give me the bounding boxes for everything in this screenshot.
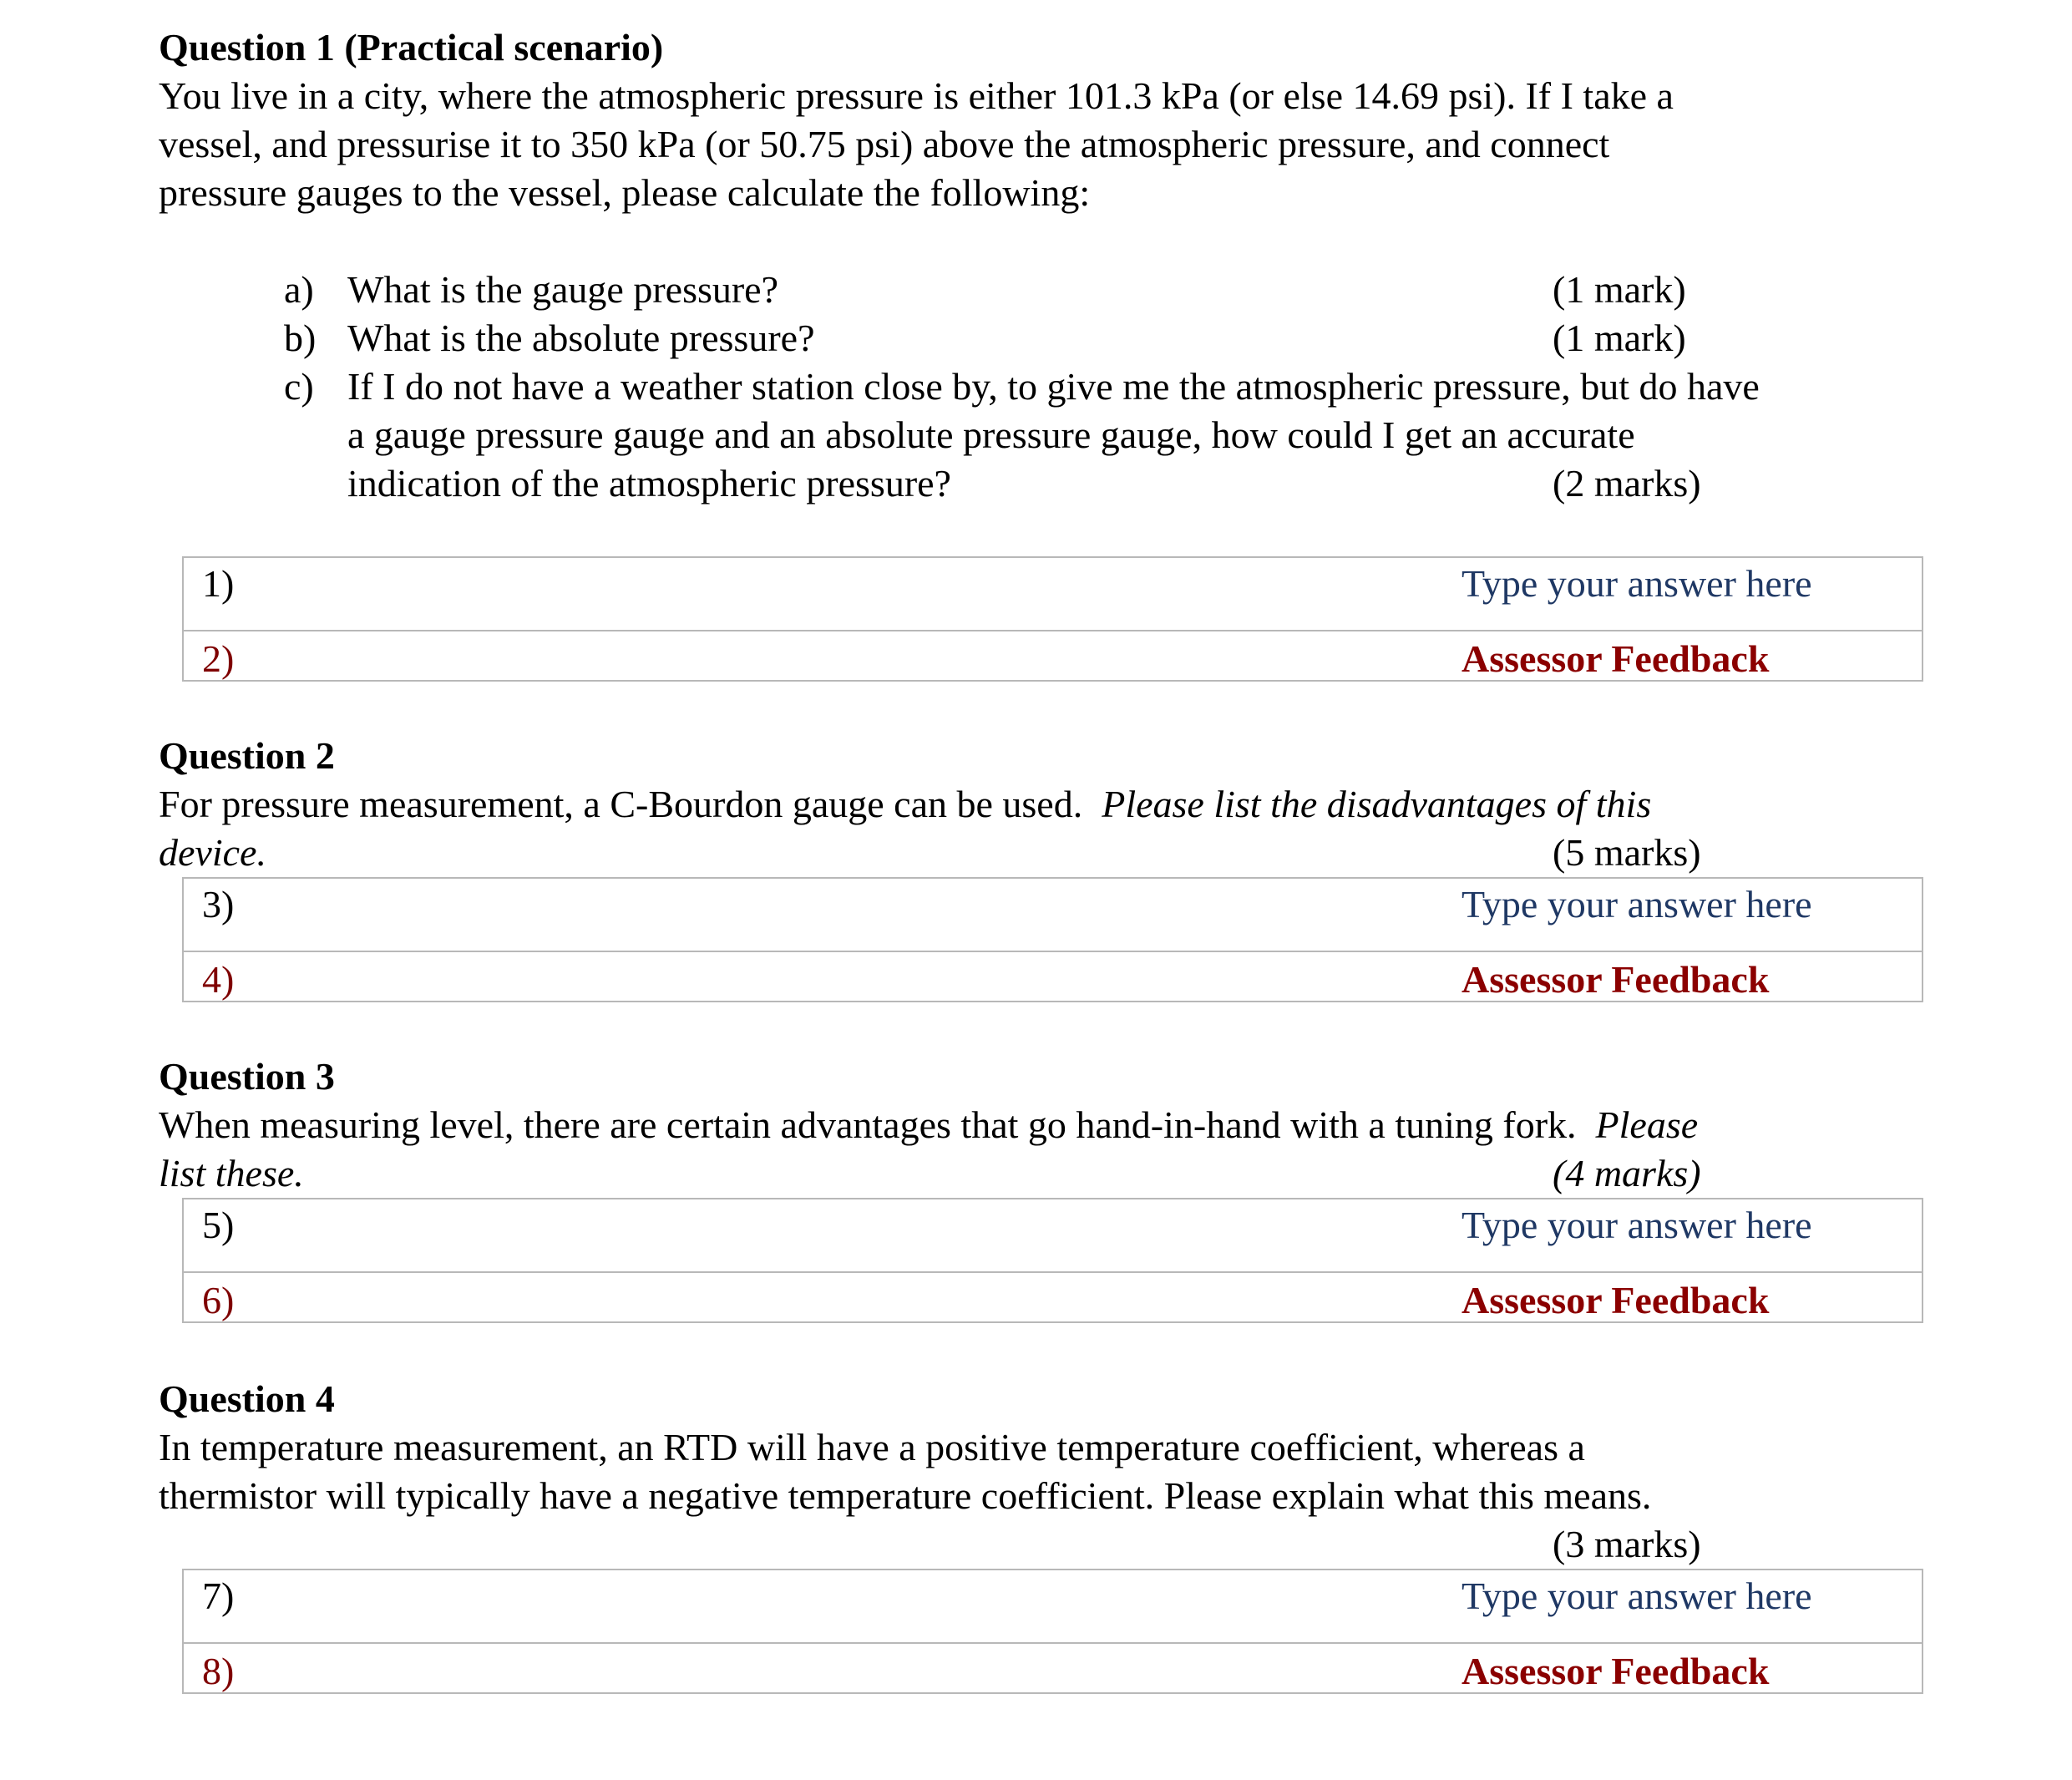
question-1-body-line-3: pressure gauges to the vessel, please calculate the following: (159, 171, 1091, 214)
sub-c-letter: c) (284, 365, 314, 408)
question-1-answer-table (182, 556, 1923, 682)
question-1-sub-b (284, 314, 1704, 363)
question-3-italic-text: Please (1595, 1103, 1699, 1146)
feedback-row-6 (184, 1273, 1922, 1321)
question-3-heading: Question 3 (159, 1055, 335, 1098)
question-1-sub-a (284, 266, 1704, 314)
question-2-heading: Question 2 (159, 734, 335, 777)
question-4-body-line-1: In temperature measurement, an RTD will have a positive temperature coefficient, whereas a (159, 1426, 1585, 1468)
question-1-body-line-1: You live in a city, where the atmospheric pressure is either 101.3 kPa (or else 14.69 psi). If I take a (159, 74, 1674, 117)
sub-c-text-line-2: a gauge pressure gauge and an absolute pressure gauge, how could I get an accurate (347, 413, 1635, 456)
question-2-marks: (5 marks) (1553, 831, 1701, 874)
question-3-plain-text: When measuring level, there are certain advantages that go hand-in-hand with a tuning fork. (159, 1103, 1596, 1146)
answer-row-number: 3) (202, 883, 235, 925)
question-2-plain-text: For pressure measurement, a C-Bourdon gauge can be used. (159, 783, 1102, 825)
feedback-row-number: 6) (202, 1279, 235, 1321)
answer-input-5[interactable]: Type your answer here (1462, 1204, 1812, 1246)
sub-a-text: What is the gauge pressure? (347, 268, 779, 311)
question-2-body-line-2: device. (159, 831, 266, 874)
feedback-row-number: 2) (202, 637, 235, 680)
question-3-answer-table (182, 1198, 1923, 1323)
question-2-answer-table (182, 877, 1923, 1002)
sub-c-text-line-1: If I do not have a weather station close by, to give me the atmospheric pressure, but do have (347, 365, 1760, 408)
answer-input-1[interactable]: Type your answer here (1462, 562, 1812, 605)
question-3-marks: (4 marks) (1553, 1152, 1701, 1194)
question-4-answer-table (182, 1569, 1923, 1694)
answer-input-7[interactable]: Type your answer here (1462, 1575, 1812, 1617)
answer-row-number: 1) (202, 562, 235, 605)
assessor-feedback-label: Assessor Feedback (1462, 1650, 1770, 1692)
assessor-feedback-label: Assessor Feedback (1462, 958, 1770, 1001)
answer-input-3[interactable]: Type your answer here (1462, 883, 1812, 925)
answer-row-1[interactable] (184, 558, 1922, 631)
answer-row-number: 7) (202, 1575, 235, 1617)
sub-c-text-line-3: indication of the atmospheric pressure? (347, 462, 951, 505)
feedback-row-4 (184, 952, 1922, 1001)
question-1-body-line-2: vessel, and pressurise it to 350 kPa (or 50.75 psi) above the atmospheric pressure, and connect (159, 123, 1610, 165)
sub-c-marks: (2 marks) (1553, 462, 1701, 505)
sub-b-marks: (1 mark) (1553, 317, 1686, 359)
sub-b-letter: b) (284, 317, 317, 359)
assessor-feedback-label: Assessor Feedback (1462, 637, 1770, 680)
question-4-marks: (3 marks) (1553, 1523, 1701, 1565)
question-2-body-line-1 (159, 780, 1651, 829)
sub-b-text: What is the absolute pressure? (347, 317, 815, 359)
answer-row-5[interactable] (184, 1199, 1922, 1273)
feedback-row-8 (184, 1644, 1922, 1692)
sub-a-letter: a) (284, 268, 314, 311)
question-2-italic-text: Please list the disadvantages of this (1102, 783, 1652, 825)
feedback-row-2 (184, 631, 1922, 680)
answer-row-number: 5) (202, 1204, 235, 1246)
assessor-feedback-label: Assessor Feedback (1462, 1279, 1770, 1321)
question-3-body-line-2: list these. (159, 1152, 304, 1194)
question-1-heading: Question 1 (Practical scenario) (159, 26, 664, 68)
question-1-sub-c (284, 363, 1954, 508)
feedback-row-number: 8) (202, 1650, 235, 1692)
answer-row-7[interactable] (184, 1570, 1922, 1644)
answer-row-3[interactable] (184, 879, 1922, 952)
sub-a-marks: (1 mark) (1553, 268, 1686, 311)
question-3-body-line-1 (159, 1101, 1698, 1149)
question-4-heading: Question 4 (159, 1377, 335, 1420)
feedback-row-number: 4) (202, 958, 235, 1001)
question-4-body-line-2: thermistor will typically have a negative temperature coefficient. Please explain what this means. (159, 1474, 1652, 1517)
